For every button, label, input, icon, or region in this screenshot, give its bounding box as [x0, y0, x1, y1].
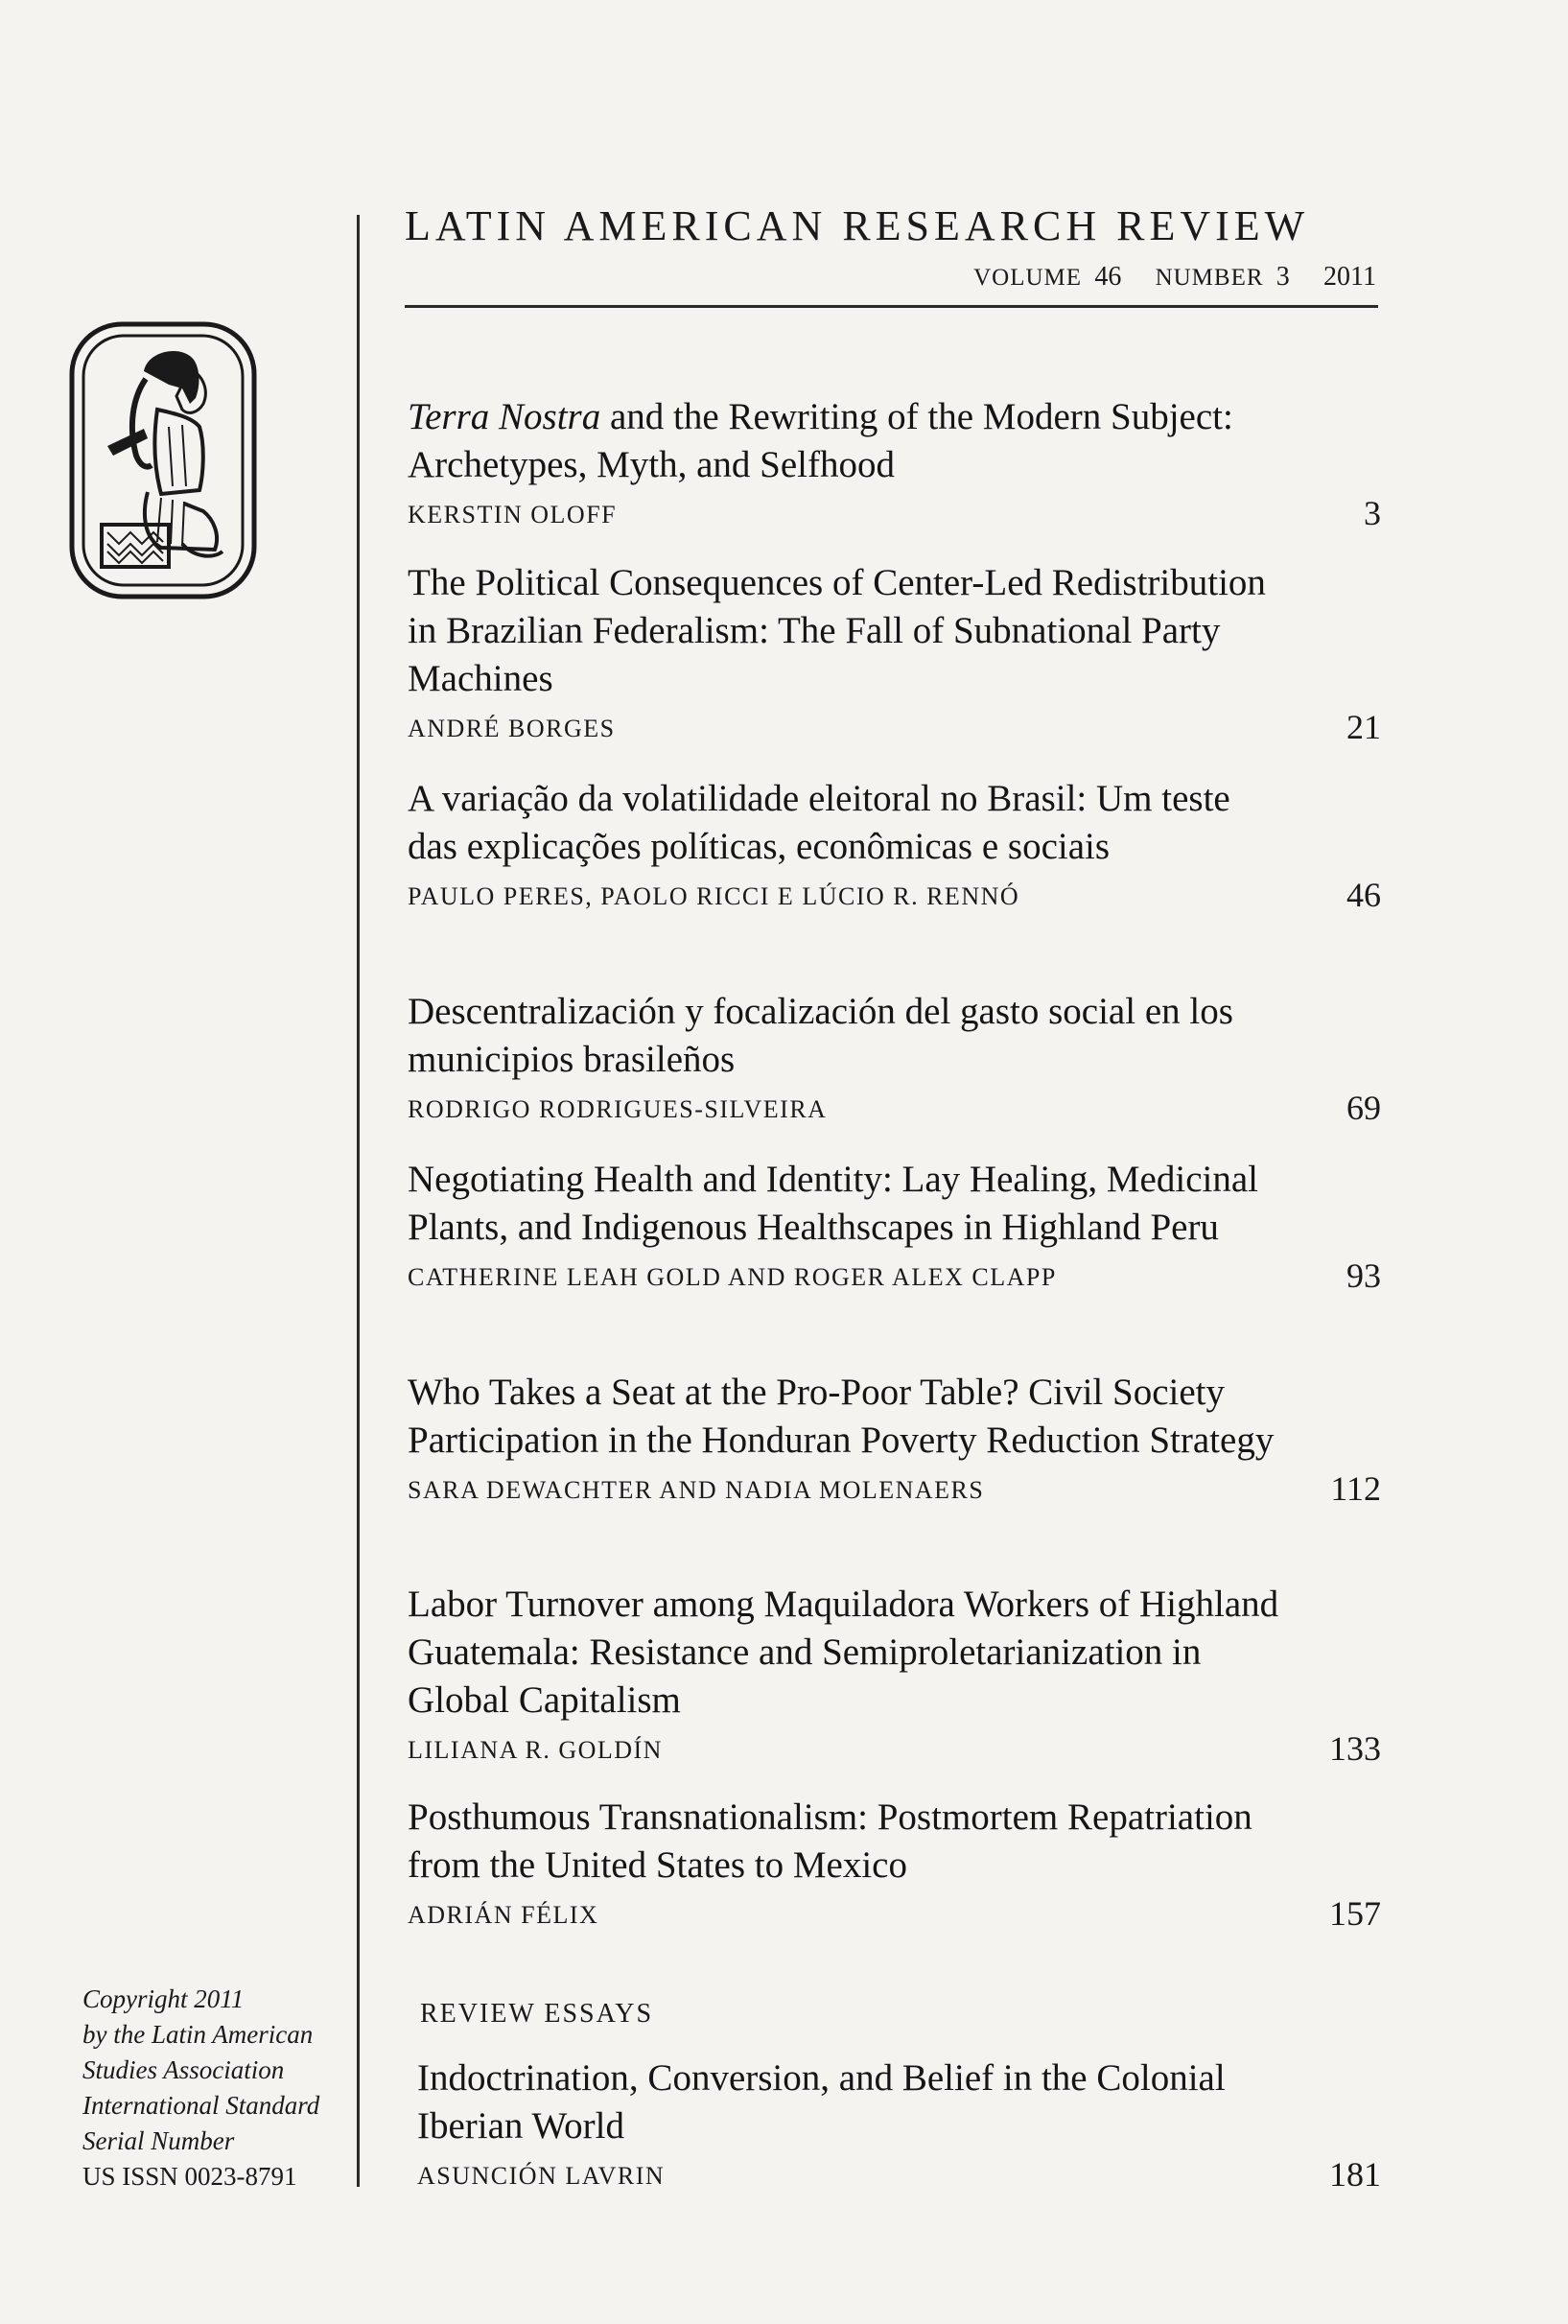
- page-number: 3: [1364, 494, 1381, 532]
- article-title-italic: Terra Nostra: [408, 396, 601, 437]
- essay-author: ASUNCIÓN LAVRIN: [417, 2162, 666, 2190]
- author-row: [408, 1088, 1381, 1126]
- copyright-line: by the Latin American: [82, 2020, 314, 2049]
- article-author: CATHERINE LEAH GOLD AND ROGER ALEX CLAPP: [408, 1263, 1057, 1291]
- toc-entry: [408, 559, 1381, 745]
- volume-label: VOLUME: [973, 265, 1083, 291]
- journal-title: LATIN AMERICAN RESEARCH REVIEW: [405, 202, 1310, 249]
- author-row: [408, 1468, 1381, 1507]
- issue-year: 2011: [1323, 262, 1376, 292]
- toc-entry: [408, 1369, 1381, 1507]
- page-number: 181: [1329, 2155, 1381, 2194]
- page-number: 157: [1329, 1894, 1381, 1933]
- article-author: ANDRÉ BORGES: [408, 715, 616, 742]
- issue-line: [973, 262, 1376, 293]
- page-number: 46: [1346, 876, 1381, 914]
- article-title: Negotiating Health and Identity: Lay Healing, Medicinal Plants, and Indigenous Healthscapes in Highland Peru: [408, 1159, 1258, 1248]
- page-number: 93: [1346, 1256, 1381, 1295]
- copyright-line: Copyright 2011: [82, 1984, 245, 2013]
- article-author: ADRIÁN FÉLIX: [408, 1901, 599, 1929]
- article-author: RODRIGO RODRIGUES-SILVEIRA: [408, 1095, 828, 1123]
- toc-entry: [408, 775, 1381, 913]
- author-row: [408, 1728, 1381, 1767]
- article-author: PAULO PERES, PAOLO RICCI E LÚCIO R. RENNÓ: [408, 882, 1020, 910]
- issn-line: US ISSN 0023-8791: [82, 2162, 297, 2191]
- review-essays-heading: REVIEW ESSAYS: [420, 1999, 654, 2029]
- article-title: [408, 393, 1309, 489]
- issue-number: 3: [1275, 262, 1290, 292]
- article-title: Posthumous Transnationalism: Postmortem Repatriation from the United States to Mexico: [408, 1796, 1252, 1886]
- toc-entry: [408, 1794, 1381, 1932]
- article-title: Labor Turnover among Maquiladora Workers of Highland Guatemala: Resistance and Semiproletarianization in Global Capitalism: [408, 1584, 1279, 1721]
- author-row: [408, 1256, 1381, 1294]
- page-number: 133: [1329, 1729, 1381, 1768]
- article-title-text: and the Rewriting of the Modern Subject: Archetypes, Myth, and Selfhood: [408, 396, 1233, 485]
- toc-entry: [417, 2054, 1381, 2193]
- toc-entry: [408, 1581, 1381, 1767]
- toc-entry: [408, 988, 1381, 1126]
- author-row: [408, 875, 1381, 913]
- copyright-line: Serial Number: [82, 2126, 235, 2155]
- article-title: A variação da volatilidade eleitoral no Brasil: Um teste das explicações políticas, econômicas e sociais: [408, 778, 1230, 867]
- author-row: [408, 1893, 1381, 1932]
- essay-title: Indoctrination, Conversion, and Belief in the Colonial Iberian World: [417, 2057, 1226, 2147]
- article-title: Who Takes a Seat at the Pro-Poor Table? Civil Society Participation in the Honduran Poverty Reduction Strategy: [408, 1372, 1275, 1461]
- left-vertical-rule: [357, 215, 360, 2187]
- copyright-notice: [82, 1982, 351, 2195]
- article-title: The Political Consequences of Center-Led Redistribution in Brazilian Federalism: The Fall of Subnational Party Machines: [408, 562, 1266, 699]
- copyright-line: International Standard: [82, 2091, 320, 2120]
- author-row: [408, 493, 1381, 531]
- author-row: [408, 707, 1381, 745]
- toc-entry: [408, 393, 1381, 531]
- article-author: LILIANA R. GOLDÍN: [408, 1736, 663, 1764]
- article-author: KERSTIN OLOFF: [408, 501, 618, 528]
- copyright-line: Studies Association: [82, 2055, 285, 2084]
- article-title: Descentralización y focalización del gasto social en los municipios brasileños: [408, 991, 1233, 1080]
- number-label: NUMBER: [1155, 265, 1264, 291]
- volume-number: 46: [1094, 262, 1122, 292]
- page-number: 69: [1346, 1089, 1381, 1127]
- article-author: SARA DEWACHTER AND NADIA MOLENAERS: [408, 1476, 985, 1504]
- page-number: 21: [1346, 708, 1381, 746]
- author-row: [417, 2154, 1381, 2193]
- seated-figure-seal-icon: [69, 321, 257, 599]
- toc-entry: [408, 1156, 1381, 1294]
- header-rule: [405, 305, 1378, 308]
- page-number: 112: [1330, 1469, 1381, 1508]
